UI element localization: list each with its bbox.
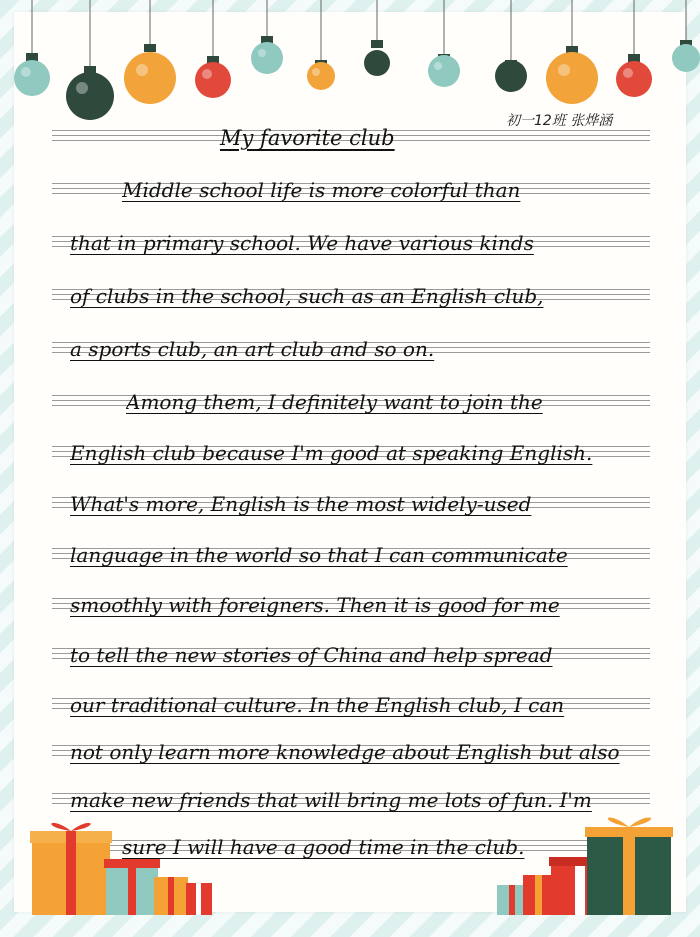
essay-line: language in the world so that I can communicate (70, 543, 568, 567)
essay-line: not only learn more knowledge about English but also (70, 740, 620, 764)
essay-line: a sports club, an art club and so on. (70, 337, 435, 361)
essay-line: that in primary school. We have various kinds (70, 231, 534, 255)
essay-line: smoothly with foreigners. Then it is good for me (70, 593, 560, 617)
gift-boxes-right-decoration (495, 805, 685, 915)
essay-line: of clubs in the school, such as an English club, (70, 284, 544, 308)
essay-line: our traditional culture. In the English club, I can (70, 693, 565, 717)
essay-line: sure I will have a good time in the club. (122, 835, 525, 859)
author-signature: 初一12班 张烨涵 (506, 113, 613, 129)
essay-line: make new friends that will bring me lots of fun. I'm (70, 788, 592, 812)
essay-line: Middle school life is more colorful than (122, 178, 521, 202)
essay-line: to tell the new stories of China and help spread (70, 643, 553, 667)
essay-line: Among them, I definitely want to join the (126, 390, 543, 414)
essay-title: My favorite club (220, 126, 395, 150)
essay-line: What's more, English is the most widely-used (70, 492, 532, 516)
essay-line: English club because I'm good at speaking English. (70, 441, 593, 465)
gift-boxes-left-decoration (30, 815, 220, 915)
